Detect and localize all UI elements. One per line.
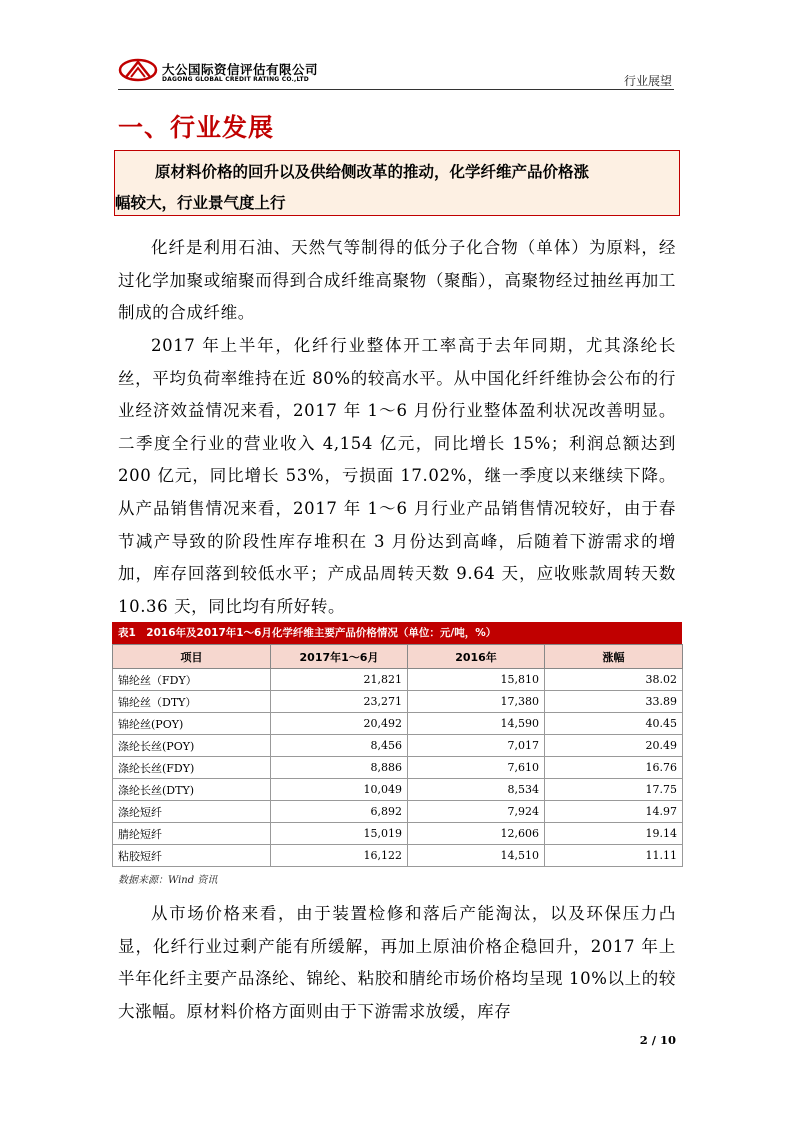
table-row <box>113 713 683 735</box>
table-row <box>113 691 683 713</box>
summary-line-2: 幅较大，行业景气度上行 <box>115 194 286 212</box>
page-header <box>118 52 674 88</box>
value-cell: 14,590 <box>408 713 545 735</box>
value-cell: 15,019 <box>271 823 408 845</box>
summary-line-1: 原材料价格的回升以及供给侧改革的推动，化学纤维产品价格涨 <box>155 163 590 181</box>
table-row <box>113 779 683 801</box>
value-cell: 17,380 <box>408 691 545 713</box>
price-table-section <box>112 622 682 886</box>
value-cell: 20.49 <box>545 735 683 757</box>
paragraph: 化纤是利用石油、天然气等制得的低分子化合物（单体）为原料，经过化学加聚或缩聚而得到合成纤维高聚物（聚酯），高聚物经过抽丝再加工制成的合成纤维。 <box>118 238 676 323</box>
value-cell: 38.02 <box>545 669 683 691</box>
value-cell: 12,606 <box>408 823 545 845</box>
value-cell: 33.89 <box>545 691 683 713</box>
table-row <box>113 845 683 867</box>
table-caption: 表1 2016年及2017年1～6月化学纤维主要产品价格情况（单位：元/吨，%） <box>112 622 682 644</box>
value-cell: 15,810 <box>408 669 545 691</box>
table-row <box>113 757 683 779</box>
value-cell: 17.75 <box>545 779 683 801</box>
column-header: 项目 <box>113 645 271 669</box>
page-number: 2 / 10 <box>639 1033 676 1047</box>
section-title: 一、行业发展 <box>118 113 275 142</box>
company-name-en: DAGONG GLOBAL CREDIT RATING CO.,LTD <box>162 76 309 83</box>
table-source: 数据来源：Wind 资讯 <box>118 875 218 886</box>
table-row <box>113 823 683 845</box>
table-header-row <box>113 645 683 669</box>
column-header: 涨幅 <box>545 645 683 669</box>
product-name-cell: 涤纶短纤 <box>113 801 271 823</box>
company-name-cn: 大公国际资信评估有限公司 <box>162 62 319 77</box>
value-cell: 6,892 <box>271 801 408 823</box>
table-body <box>113 669 683 867</box>
report-type: 行业展望 <box>623 74 672 88</box>
product-name-cell: 涤纶长丝(POY) <box>113 735 271 757</box>
value-cell: 8,886 <box>271 757 408 779</box>
value-cell: 14.97 <box>545 801 683 823</box>
price-table <box>112 644 683 867</box>
value-cell: 21,821 <box>271 669 408 691</box>
value-cell: 7,924 <box>408 801 545 823</box>
value-cell: 23,271 <box>271 691 408 713</box>
table-row <box>113 669 683 691</box>
value-cell: 16,122 <box>271 845 408 867</box>
summary-text <box>115 157 675 219</box>
value-cell: 7,610 <box>408 757 545 779</box>
header-divider <box>118 89 674 90</box>
value-cell: 19.14 <box>545 823 683 845</box>
product-name-cell: 涤纶长丝(DTY) <box>113 779 271 801</box>
summary-box <box>114 150 680 216</box>
value-cell: 7,017 <box>408 735 545 757</box>
product-name-cell: 锦纶丝(POY) <box>113 713 271 735</box>
column-header: 2016年 <box>408 645 545 669</box>
value-cell: 40.45 <box>545 713 683 735</box>
paragraph: 从市场价格来看，由于装置检修和落后产能淘汰，以及环保压力凸显，化纤行业过剩产能有所缓解，再加上原油价格企稳回升，2017 年上半年化纤主要产品涤纶、锦纶、粘胶和腈纶市场价格均呈现 10%以上的较大涨幅。原材料价格方面则由于下游需求放缓，库存 <box>118 904 676 1021</box>
table-row <box>113 801 683 823</box>
value-cell: 11.11 <box>545 845 683 867</box>
dagong-logo-icon <box>118 58 158 82</box>
value-cell: 8,534 <box>408 779 545 801</box>
product-name-cell: 粘胶短纤 <box>113 845 271 867</box>
product-name-cell: 腈纶短纤 <box>113 823 271 845</box>
value-cell: 20,492 <box>271 713 408 735</box>
value-cell: 14,510 <box>408 845 545 867</box>
product-name-cell: 锦纶丝（FDY） <box>113 669 271 691</box>
paragraph: 2017 年上半年，化纤行业整体开工率高于去年同期，尤其涤纶长丝，平均负荷率维持在近 80%的较高水平。从中国化纤纤维协会公布的行业经济效益情况来看，2017 年 1～6 月份行业整体盈利状况改善明显。二季度全行业的营业收入 4,154 亿元，同比增长 15%；利润总额达到 200 亿元，同比增长 53%，亏损面 17.02%，继一季度以来继续下降。从产品销售情况来看，2017 年 1～6 月行业产品销售情况较好，由于春节减产导致的阶段性库存堆积在 3 月份达到高峰，后随着下游需求的增加，库存回落到较低水平；产成品周转天数 9.64 天，应收账款周转天数 10.36 天，同比均有所好转。 <box>118 336 676 616</box>
value-cell: 8,456 <box>271 735 408 757</box>
value-cell: 16.76 <box>545 757 683 779</box>
value-cell: 10,049 <box>271 779 408 801</box>
column-header: 2017年1～6月 <box>271 645 408 669</box>
product-name-cell: 涤纶长丝(FDY) <box>113 757 271 779</box>
product-name-cell: 锦纶丝（DTY） <box>113 691 271 713</box>
table-row <box>113 735 683 757</box>
